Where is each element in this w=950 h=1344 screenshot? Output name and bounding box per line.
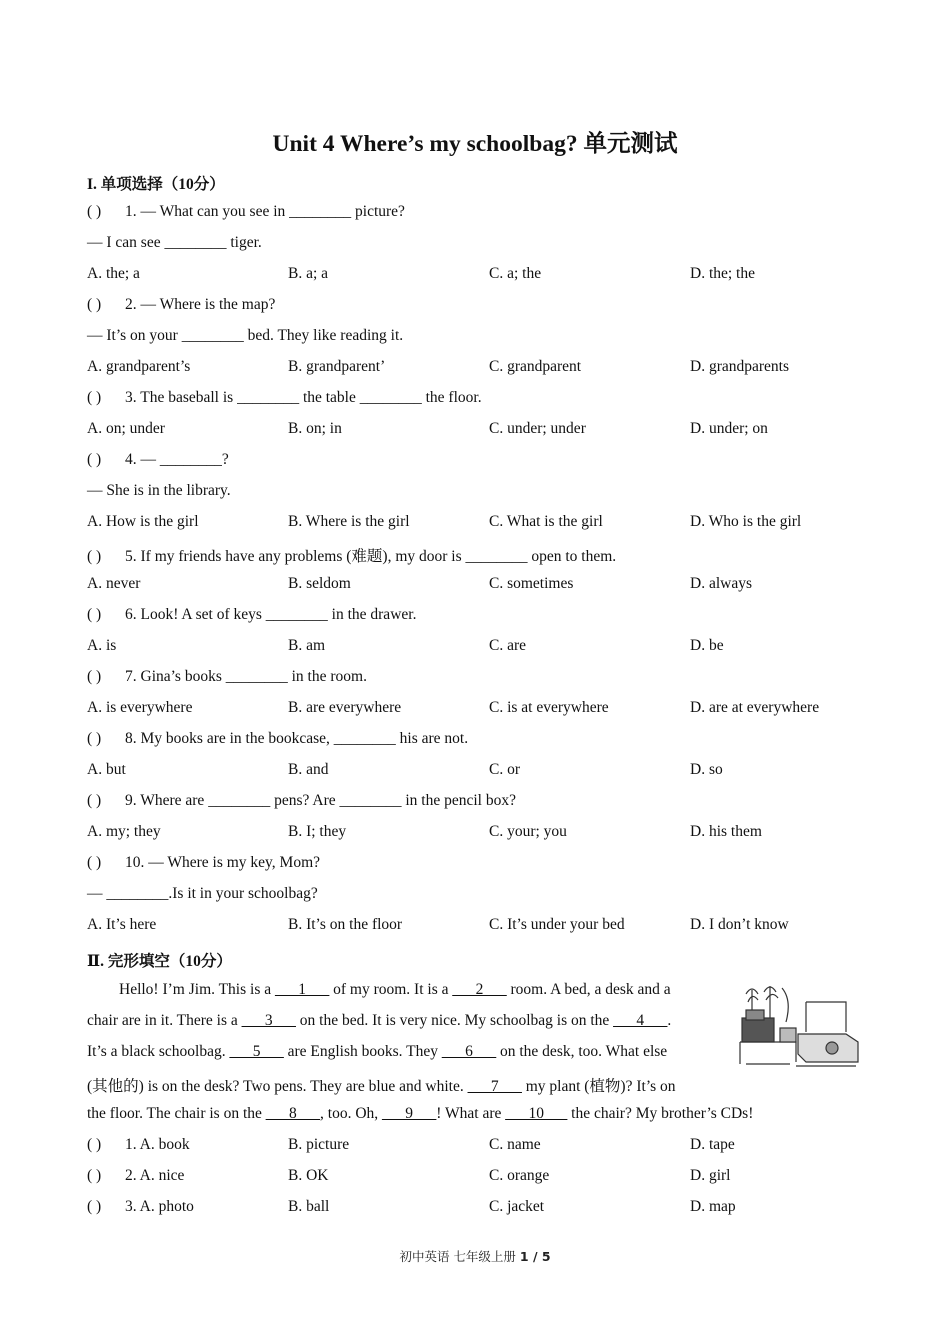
cloze-blank[interactable]: ___5___ — [229, 1043, 284, 1060]
passage-text: on the bed. It is very nice. My schoolbag is on the — [295, 1012, 614, 1029]
answer-blank[interactable]: ( ) — [87, 296, 102, 313]
option-a[interactable]: A. It’s here — [87, 916, 157, 933]
answer-blank[interactable]: ( ) — [87, 606, 102, 623]
option-b[interactable]: B. Where is the girl — [288, 513, 410, 530]
answer-blank[interactable]: ( ) — [87, 389, 102, 406]
option-a[interactable]: 1. A. book — [125, 1136, 190, 1153]
option-d[interactable]: D. so — [690, 761, 723, 778]
question-text: 8. My books are in the bookcase, ________ his are not. — [125, 730, 469, 747]
passage-text: room. A bed, a desk and a — [506, 981, 671, 998]
question-text: 9. Where are ________ pens? Are ________ in the pencil box? — [125, 792, 516, 809]
option-a[interactable]: A. the; a — [87, 265, 140, 282]
option-c[interactable]: C. orange — [489, 1167, 550, 1184]
question-text: 6. Look! A set of keys ________ in the drawer. — [125, 606, 417, 623]
option-b[interactable]: B. OK — [288, 1167, 329, 1184]
page-title: Unit 4 Where’s my schoolbag? 单元测试 — [272, 131, 678, 157]
option-row — [0, 575, 950, 595]
option-c[interactable]: C. What is the girl — [489, 513, 603, 530]
option-b[interactable]: B. I; they — [288, 823, 347, 840]
answer-blank[interactable]: ( ) — [87, 730, 102, 747]
answer-blank[interactable]: ( ) — [87, 203, 102, 220]
question-stem — [87, 606, 416, 624]
cloze-blank[interactable]: ___10___ — [505, 1105, 568, 1122]
question-stem — [87, 544, 616, 566]
question-line — [87, 482, 231, 500]
cloze-blank[interactable]: ___8___ — [265, 1105, 321, 1122]
option-d[interactable]: D. are at everywhere — [690, 699, 820, 716]
option-a[interactable]: A. but — [87, 761, 126, 778]
option-d[interactable]: D. his them — [690, 823, 762, 840]
question-stem — [87, 451, 229, 469]
cloze-blank[interactable]: ___2___ — [452, 981, 507, 998]
passage-text: are English books. They — [283, 1043, 442, 1060]
option-c[interactable]: C. are — [489, 637, 527, 654]
answer-blank[interactable]: ( ) — [87, 1198, 102, 1215]
question-stem — [87, 296, 275, 314]
option-a[interactable]: A. on; under — [87, 420, 165, 437]
passage-line — [87, 1012, 671, 1030]
option-a[interactable]: 3. A. photo — [125, 1198, 194, 1215]
answer-blank[interactable]: ( ) — [87, 451, 102, 468]
footer-text: 初中英语 七年级上册 — [399, 1249, 520, 1264]
passage-text: on the desk, too. What else — [496, 1043, 668, 1060]
option-d[interactable]: D. the; the — [690, 265, 755, 282]
option-row — [0, 637, 950, 657]
passage-text: of my room. It is a — [329, 981, 453, 998]
page-footer — [0, 1247, 950, 1265]
option-b[interactable]: B. on; in — [288, 420, 342, 437]
question-line — [87, 234, 262, 252]
option-b[interactable]: B. It’s on the floor — [288, 916, 403, 933]
cloze-blank[interactable]: ___1___ — [275, 981, 330, 998]
answer-blank[interactable]: ( ) — [87, 1167, 102, 1184]
option-b[interactable]: B. seldom — [288, 575, 351, 592]
option-b[interactable]: B. a; a — [288, 265, 329, 282]
question-text: — It’s on your ________ bed. They like reading it. — [87, 327, 404, 344]
option-a[interactable]: A. my; they — [87, 823, 161, 840]
option-row — [0, 761, 950, 781]
passage-text: Hello! I’m Jim. This is a — [119, 981, 275, 998]
option-d[interactable]: D. be — [690, 637, 724, 654]
passage-text: , too. Oh, — [320, 1105, 383, 1122]
cloze-blank[interactable]: ___9___ — [382, 1105, 437, 1122]
option-c[interactable]: C. your; you — [489, 823, 567, 840]
option-row — [0, 1198, 950, 1218]
option-d[interactable]: D. Who is the girl — [690, 513, 802, 530]
option-c[interactable]: C. grandparent — [489, 358, 582, 375]
passage-text: the chair? My brother’s CDs! — [567, 1105, 754, 1122]
question-stem — [87, 668, 367, 686]
passage-text: It’s a black schoolbag. — [87, 1043, 230, 1060]
question-line — [87, 885, 318, 903]
passage-line — [87, 1043, 667, 1061]
question-line — [87, 327, 403, 345]
question-text: 2. — Where is the map? — [125, 296, 276, 313]
question-text: — ________.Is it in your schoolbag? — [87, 885, 318, 902]
option-row — [0, 1136, 950, 1156]
passage-text: chair are in it. There is a — [87, 1012, 242, 1029]
option-a[interactable]: 2. A. nice — [125, 1167, 185, 1184]
option-d[interactable]: D. girl — [690, 1167, 731, 1184]
section-1-heading: I. 单项选择（10分） — [87, 176, 225, 193]
option-c[interactable]: C. name — [489, 1136, 541, 1153]
answer-blank[interactable]: ( ) — [87, 792, 102, 809]
option-b[interactable]: B. grandparent’ — [288, 358, 386, 375]
option-row — [0, 358, 950, 378]
option-c[interactable]: C. sometimes — [489, 575, 574, 592]
cloze-blank[interactable]: ___4___ — [613, 1012, 668, 1029]
option-d[interactable]: D. always — [690, 575, 752, 592]
question-text: 7. Gina’s books ________ in the room. — [125, 668, 367, 685]
passage-line — [87, 1105, 753, 1123]
passage-line — [87, 1074, 676, 1096]
option-a[interactable]: A. How is the girl — [87, 513, 199, 530]
option-b[interactable]: B. picture — [288, 1136, 350, 1153]
option-row — [0, 699, 950, 719]
passage-text: the floor. The chair is on the — [87, 1105, 266, 1122]
question-stem — [87, 730, 468, 748]
cloze-blank[interactable]: ___6___ — [441, 1043, 497, 1060]
option-d[interactable]: D. map — [690, 1198, 736, 1215]
question-stem — [87, 854, 320, 872]
option-d[interactable]: D. under; on — [690, 420, 768, 437]
option-row — [0, 1167, 950, 1187]
option-row — [0, 823, 950, 843]
option-c[interactable]: C. It’s under your bed — [489, 916, 625, 933]
option-a[interactable]: A. is — [87, 637, 117, 654]
option-d[interactable]: D. tape — [690, 1136, 735, 1153]
option-c[interactable]: C. under; under — [489, 420, 586, 437]
question-text: 1. — What can you see in ________ picture? — [125, 203, 405, 220]
question-stem — [87, 203, 405, 221]
passage-text: . — [667, 1012, 672, 1029]
room-illustration — [736, 982, 862, 1068]
question-stem — [87, 389, 482, 407]
question-text: 5. If my friends have any problems (难题), my door is ________ open to them. — [125, 548, 617, 565]
answer-blank[interactable]: ( ) — [87, 668, 102, 685]
option-b[interactable]: B. ball — [288, 1198, 330, 1215]
option-d[interactable]: D. grandparents — [690, 358, 789, 375]
option-c[interactable]: C. jacket — [489, 1198, 545, 1215]
option-a[interactable]: A. is everywhere — [87, 699, 193, 716]
option-c[interactable]: C. a; the — [489, 265, 542, 282]
option-row — [0, 420, 950, 440]
question-text: 4. — ________? — [125, 451, 229, 468]
question-text: 3. The baseball is ________ the table ________ the floor. — [125, 389, 482, 406]
cloze-blank[interactable]: ___3___ — [241, 1012, 296, 1029]
option-a[interactable]: A. grandparent’s — [87, 358, 191, 375]
option-c[interactable]: C. or — [489, 761, 520, 778]
question-text: — She is in the library. — [87, 482, 231, 499]
answer-blank[interactable]: ( ) — [87, 548, 102, 565]
option-row — [0, 513, 950, 533]
question-text: 10. — Where is my key, Mom? — [125, 854, 321, 871]
answer-blank[interactable]: ( ) — [87, 854, 102, 871]
option-b[interactable]: B. and — [288, 761, 329, 778]
cloze-blank[interactable]: ___7___ — [467, 1078, 522, 1095]
answer-blank[interactable]: ( ) — [87, 1136, 102, 1153]
option-row — [0, 916, 950, 936]
option-d[interactable]: D. I don’t know — [690, 916, 789, 933]
section-2-heading: Ⅱ. 完形填空（10分） — [87, 953, 232, 970]
passage-text: my plant (植物)? It’s on — [521, 1078, 676, 1095]
passage-text: (其他的) is on the desk? Two pens. They are blue and white. — [87, 1078, 468, 1095]
option-a[interactable]: A. never — [87, 575, 141, 592]
option-b[interactable]: B. am — [288, 637, 326, 654]
option-b[interactable]: B. are everywhere — [288, 699, 402, 716]
option-row — [0, 265, 950, 285]
option-c[interactable]: C. is at everywhere — [489, 699, 609, 716]
passage-line — [119, 981, 671, 999]
question-text: — I can see ________ tiger. — [87, 234, 262, 251]
question-stem — [87, 792, 516, 810]
passage-text: ! What are — [436, 1105, 506, 1122]
page-number: 1 / 5 — [519, 1249, 551, 1264]
